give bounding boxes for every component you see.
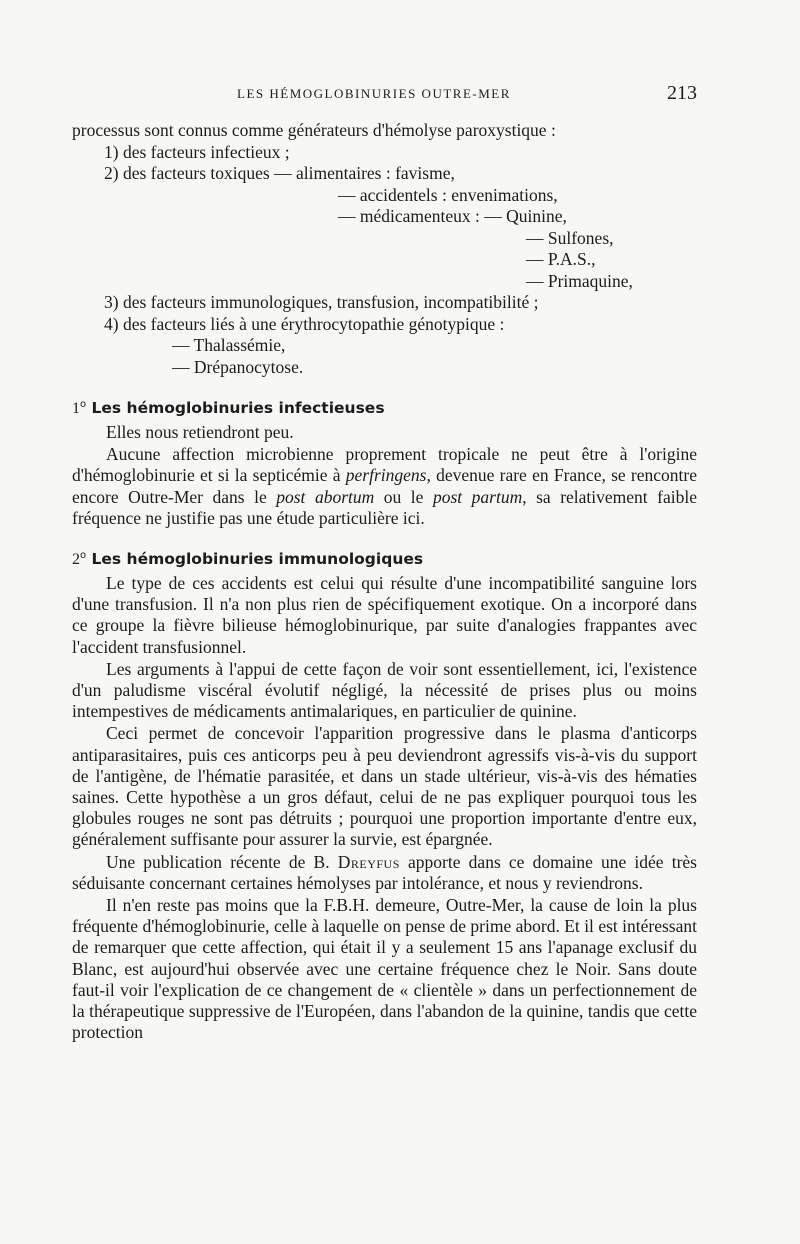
list-item-4: 4) des facteurs liés à une érythrocytopathie génotypique : (104, 313, 505, 334)
list-item-1: 1) des facteurs infectieux ; (104, 141, 290, 162)
paragraph (72, 852, 697, 894)
page-number: 213 (667, 82, 697, 104)
italic-term: post abortum (276, 486, 375, 507)
list-item-2-sub: — médicamenteux : — Quinine, (338, 206, 567, 226)
page-body (72, 120, 697, 1044)
italic-term: perfringens (345, 465, 427, 486)
list-item-2-drug: — Primaquine, (526, 270, 633, 291)
paragraph: Les arguments à l'appui de cette façon de voir sont essentiellement, ici, l'existence d'un paludisme viscéral évolutif négligé, la nécessité de prises plus ou moins intempestives de médicaments antimalariques, en particulier de quinine. (72, 658, 697, 722)
paragraph: Il n'en reste pas moins que la F.B.H. demeure, Outre-Mer, la cause de loin la plus fréquente d'hémoglobinurie, celle à laquelle on pense de prime abord. Et il est intéressant de remarquer que cette affection, qui était il y a seulement 15 ans l'apanage exclusif du Blanc, est aujourd'hui observée avec une certaine fréquence chez le Noir. Sans doute faut-il voir l'explication de ce changement de « clientèle » dans un perfectionnement de la thérapeutique suppressive de l'Européen, dans l'abandon de la quinine, tandis que cette protection (72, 895, 697, 1043)
paragraph (72, 444, 697, 529)
list-item-2-drug: — P.A.S., (526, 249, 596, 269)
section-title: Les hémoglobinuries infectieuses (91, 399, 385, 417)
list-item-2-drug: — Sulfones, (526, 227, 614, 248)
running-title: LES HÉMOGLOBINURIES OUTRE-MER (237, 86, 511, 101)
text-run: Une publication récente de B. (106, 851, 338, 872)
list-item-2-sub: — accidentels : envenimations, (338, 184, 558, 205)
list-item-3: 3) des facteurs immunologiques, transfusion, incompatibilité ; (104, 292, 539, 312)
intro-lead: processus sont connus comme générateurs d'hémolyse paroxystique : (72, 120, 556, 140)
paragraph: Le type de ces accidents est celui qui résulte d'une incompatibilité sanguine lors d'une transfusion. Il n'a non plus rien de spécifiquement exotique. On a incorporé dans ce groupe la fièvre bilieuse hémoglobinurique, par suite d'analogies frappantes avec l'accident transfusionnel. (72, 573, 697, 657)
text-run: ou le (374, 486, 433, 507)
text-run: , sa relativement faible fréquence ne justifie pas une étude particulière ici. (72, 486, 698, 528)
page-header (72, 82, 697, 106)
list-item-4-sub: — Thalassémie, (172, 335, 286, 355)
text-run: Aucune affection microbienne proprement tropicale ne peut être à l'origine d'hémoglobinurie et si la septicémie à (72, 444, 697, 486)
section-heading: 1$^o$ Les hémoglobinuries infectieuses (72, 399, 385, 417)
italic-term: post partum (432, 486, 523, 507)
paragraph: Elles nous retiendront peu. (106, 422, 294, 442)
list-item-4-sub: — Drépanocytose. (172, 356, 304, 377)
paragraph: Ceci permet de concevoir l'apparition progressive dans le plasma d'anticorps antiparasitaires, puis ces anticorps peu à peu deviendront agressifs vis-à-vis du support de l'antigène, de l'hématie parasitée, et dans un stade ultérieur, vis-à-vis des hématies saines. Cette hypothèse a un gros défaut, celui de ne pas expliquer pourquoi tous les globules rouges ne sont pas détruits ; pourquoi une proportion importante d'entre eux, généralement suffisante pour assurer la survie, est épargnée. (72, 723, 697, 850)
list-item-2: 2) des facteurs toxiques — alimentaires : favisme, (104, 163, 455, 183)
section-number: 2 (72, 551, 80, 569)
section-heading: 2$^o$ Les hémoglobinuries immunologiques (72, 550, 424, 569)
text-run: , devenue rare en France, se rencontre encore Outre-Mer dans le (72, 465, 697, 507)
section-number: 1 (72, 400, 80, 417)
author-name: Dreyfus (337, 851, 400, 872)
text-run: apporte dans ce domaine une idée très séduisante concernant certaines hémolyses par intolérance, et nous y reviendrons. (72, 851, 697, 893)
section-title: Les hémoglobinuries immunologiques (91, 550, 424, 569)
